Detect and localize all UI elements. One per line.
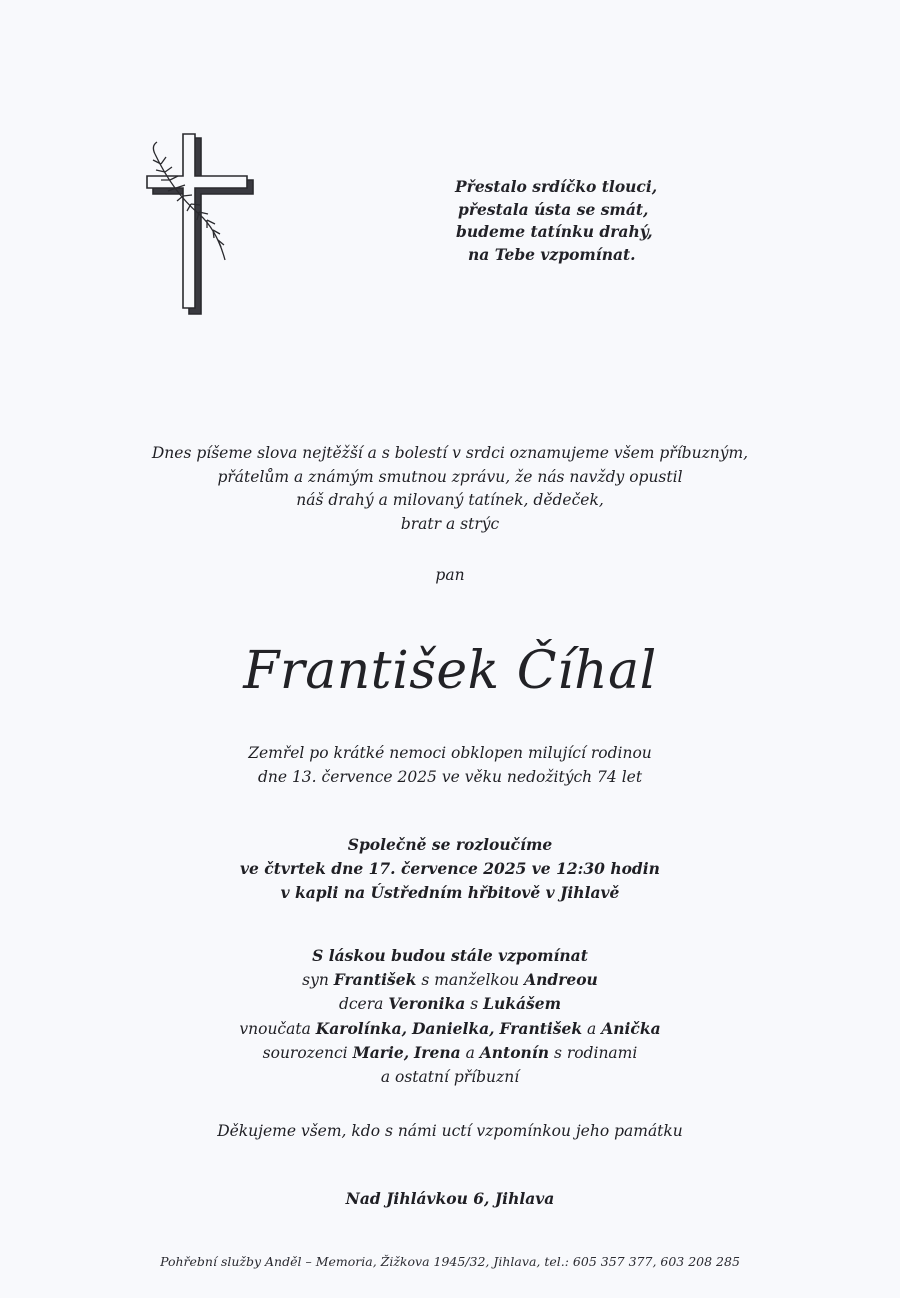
relation-label: vnoučata	[239, 1019, 311, 1038]
mourner-daughter	[0, 992, 900, 1017]
mourners-heading: S láskou budou stále vzpomínat	[312, 946, 588, 965]
mourner-grandchildren: vnoučata Karolínka, Danielka, František a Anička	[239, 1018, 661, 1038]
mourner-name: Andreou	[524, 969, 598, 989]
mourner-name: Danielka	[411, 1018, 490, 1038]
poem	[455, 176, 685, 266]
announcement-line: náš drahý a milovaný tatínek, dědeček,	[296, 491, 604, 509]
address: Nad Jihlávkou 6, Jihlava	[345, 1189, 555, 1208]
title-prefix: pan	[435, 566, 465, 584]
farewell-info	[0, 833, 900, 905]
cross-with-palm-icon	[143, 132, 255, 317]
announcement-line: bratr a strýc	[400, 514, 500, 533]
death-info-line: Zemřel po krátké nemoci obklopen milující rodinou	[248, 744, 652, 762]
mourner-siblings: sourozenci Marie, Irena a Antonín s rodinami	[262, 1043, 638, 1062]
announcement-line: přátelům a známým smutnou zprávu, že nás navždy opustil	[217, 467, 683, 486]
mourners	[0, 944, 900, 1089]
death-info	[0, 742, 900, 789]
thanks-text: Děkujeme všem, kdo s námi uctí vzpomínkou jeho památku	[217, 1122, 683, 1140]
farewell-line: Společně se rozloučíme	[347, 835, 553, 854]
death-info-line: dne 13. července 2025 ve věku nedožitých 74 let	[257, 767, 643, 786]
mourner-name: Marie	[352, 1043, 404, 1062]
farewell-line: ve čtvrtek dne 17. července 2025 ve 12:30 hodin	[240, 859, 660, 878]
mourner-name: Irena	[414, 1043, 461, 1062]
poem-line: budeme tatínku drahý,	[456, 222, 653, 241]
farewell-line: v kapli na Ústředním hřbitově v Jihlavě	[280, 883, 620, 902]
mourner-name: Anička	[601, 1018, 661, 1038]
mourner-others: a ostatní příbuzní	[380, 1067, 520, 1086]
relation-label: syn	[302, 970, 329, 989]
relation-label: sourozenci	[262, 1044, 348, 1062]
relation-text: s	[470, 995, 479, 1013]
announcement-line: Dnes píšeme slova nejtěžší a s bolestí v srdci oznamujeme všem příbuzným,	[151, 444, 749, 462]
mourner-name: František	[333, 969, 417, 989]
mourner-name: Antonín	[479, 1043, 549, 1062]
mourner-son	[0, 968, 900, 993]
relation-text: a	[587, 1019, 597, 1038]
relation-text: s manželkou	[421, 970, 520, 989]
relation-text: s rodinami	[553, 1044, 638, 1062]
mourner-name: Lukášem	[483, 994, 562, 1013]
relation-text: a	[465, 1044, 475, 1062]
announcement	[0, 442, 900, 536]
funeral-service-footer: Pohřební služby Anděl – Memoria, Žižkova 1945/32, Jihlava, tel.: 605 357 377, 603 208 285	[160, 1254, 740, 1269]
relation-label: dcera	[338, 995, 384, 1013]
poem-line: Přestalo srdíčko tlouci,	[455, 177, 658, 196]
mourner-name: František	[499, 1018, 583, 1038]
poem-line: na Tebe vzpomínat.	[468, 244, 636, 264]
mourner-name: Karolínka	[315, 1018, 402, 1038]
mourner-name: Veronika	[388, 994, 466, 1013]
poem-line: přestala ústa se smát,	[458, 199, 649, 219]
deceased-name: František Číhal	[243, 641, 657, 701]
